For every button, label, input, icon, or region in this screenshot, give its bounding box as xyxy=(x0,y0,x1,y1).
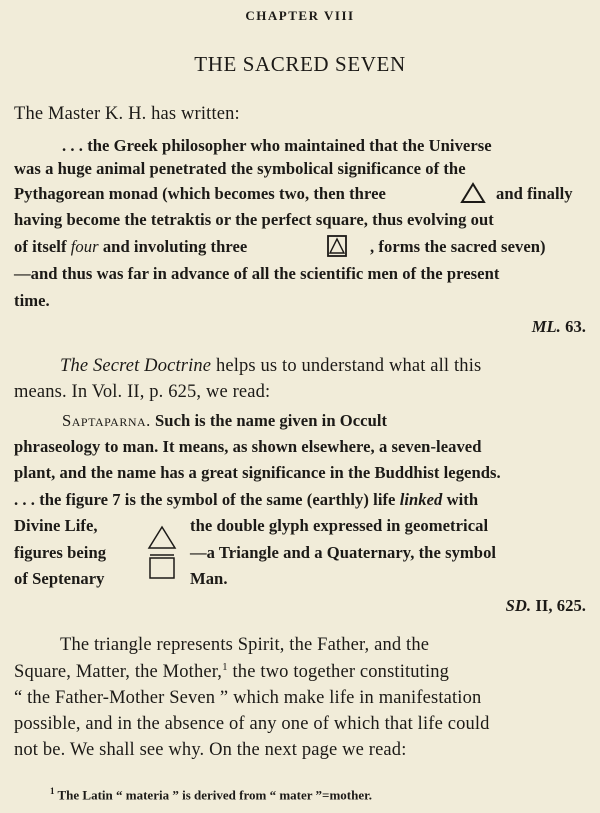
para2-line-2: means. In Vol. II, p. 625, we read: xyxy=(14,382,271,402)
quote1-ref-italic: ML. xyxy=(531,317,561,336)
chapter-title: THE SACRED SEVEN xyxy=(194,52,406,76)
quote1-line-3b: and finally xyxy=(496,184,573,203)
quote1-line-5a-pre: of itself xyxy=(14,237,67,256)
quote2-line-4 xyxy=(14,490,478,510)
quote2-line-2: phraseology to man. It means, as shown elsewhere, a seven-leaved xyxy=(14,437,482,456)
quote1-line-5b: , forms the sacred seven) xyxy=(370,237,546,256)
footnote-number: 1 xyxy=(50,786,55,796)
para3-line-2a: Square, Matter, the Mother, xyxy=(14,662,223,683)
quote1-line-7: time. xyxy=(14,291,50,310)
para3-line-1: The triangle represents Spirit, the Father, and the xyxy=(60,635,430,655)
quote1-line-3a: Pythagorean monad (which becomes two, then three xyxy=(14,184,386,203)
footnote-marker: 1 xyxy=(222,661,228,673)
quote1-line-6: —and thus was far in advance of all the scientific men of the present xyxy=(14,264,500,283)
quote1-line-5a xyxy=(14,237,247,257)
quote2-ref-italic: SD. xyxy=(505,596,532,615)
quote2-line-4-post: with xyxy=(446,490,479,509)
quote2-line-7b: Man. xyxy=(190,569,228,588)
quote1-line-4: having become the tetraktis or the perfect square, thus evolving out xyxy=(14,210,494,229)
footnote-text: The Latin “ materia ” is derived from “ mater ”=mother. xyxy=(57,787,372,803)
quote2-line-4-italic: linked xyxy=(399,490,443,509)
para3-line-5: not be. We shall see why. On the next page we read: xyxy=(14,740,407,760)
quote1-line-1: . . . the Greek philosopher who maintained that the Universe xyxy=(62,136,492,155)
quote2-ref-number: II, 625. xyxy=(535,596,586,615)
quote1-ref-number: 63. xyxy=(565,317,586,336)
para3-line-3: “ the Father-Mother Seven ” which make life in manifestation xyxy=(14,688,482,708)
intro-line: The Master K. H. has written: xyxy=(14,104,240,124)
square-triangle-icon xyxy=(326,234,348,258)
quote2-line-1-rest: Such is the name given in Occult xyxy=(155,411,388,430)
quote2-line-6a: figures being xyxy=(14,543,107,562)
quote2-line-5a: Divine Life, xyxy=(14,516,98,535)
quote1-line-2: was a huge animal penetrated the symbolical significance of the xyxy=(14,159,466,178)
para3-line-2b: the two together constituting xyxy=(232,662,450,683)
quote2-line-5b: the double glyph expressed in geometrical xyxy=(190,516,489,535)
quote2-line-3: plant, and the name has a great significance in the Buddhist legends. xyxy=(14,463,501,482)
para3-line-4: possible, and in the absence of any one of which that life could xyxy=(14,714,490,734)
para2-book-title: The Secret Doctrine xyxy=(60,356,212,376)
para3-line-2 xyxy=(14,661,449,683)
quote2-line-1 xyxy=(62,411,387,431)
quote1-line-5a-italic: four xyxy=(70,237,99,256)
para2-line-1-rest: helps us to understand what all this xyxy=(215,356,482,376)
quote2-line-6b: —a Triangle and a Quaternary, the symbol xyxy=(190,543,497,562)
quote1-line-5a-post: and involuting three xyxy=(102,237,248,256)
quote2-line-7a: of Septenary xyxy=(14,569,105,588)
footnote xyxy=(50,786,372,803)
chapter-heading: CHAPTER VIII xyxy=(245,8,355,23)
quote2-reference xyxy=(506,596,586,616)
quote1-reference xyxy=(532,317,586,337)
double-glyph-icon xyxy=(144,524,180,584)
quote2-line-4-pre: . . . the figure 7 is the symbol of the same (earthly) life xyxy=(14,490,396,509)
quote2-term: Saptaparna. xyxy=(62,411,151,430)
para2-line-1 xyxy=(60,356,481,377)
triangle-icon xyxy=(460,182,486,204)
